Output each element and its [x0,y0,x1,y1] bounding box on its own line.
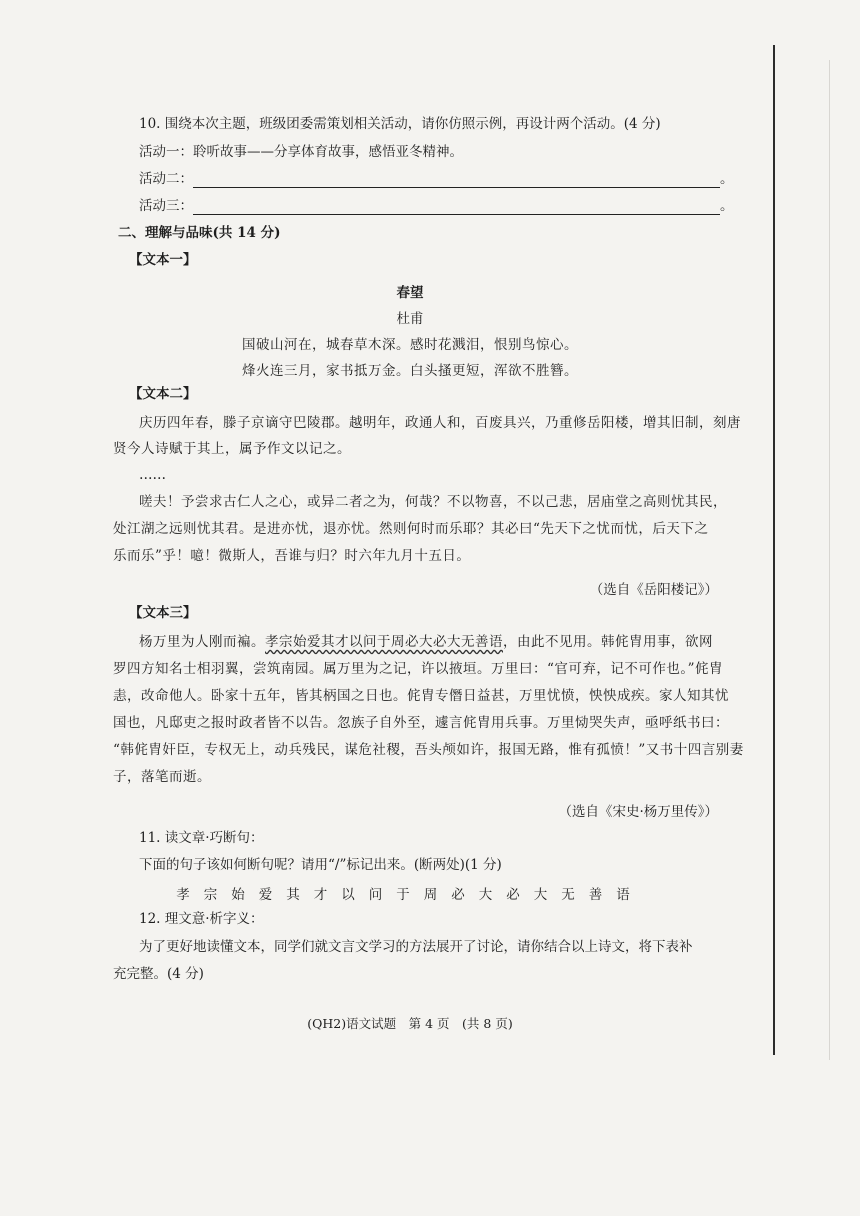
margin-line [773,45,775,1055]
text3-line3: 恚，改命他人。卧家十五年，皆其柄国之日也。侂胄专僭日益甚，万里忧愤，怏怏成疾。家人知其忧 [113,688,729,704]
text3-line1 [139,633,713,651]
q10-title: 10. 围绕本次主题，班级团委需策划相关活动，请你仿照示例，再设计两个活动。(4 分) [139,116,661,132]
q12-line2: 充完整。(4 分) [113,966,204,982]
activity3-blank[interactable] [193,200,720,215]
q11-instruction: 下面的句子该如何断句呢？请用“/”标记出来。(断两处)(1 分) [139,857,502,873]
q12-line1: 为了更好地读懂文本，同学们就文言文学习的方法展开了讨论，请你结合以上诗文，将下表补 [139,939,693,955]
section2-heading: 二、理解与品味(共 14 分) [118,225,281,241]
text2-source: （选自《岳阳楼记》） [589,582,718,598]
activity3-label: 活动三： [139,198,193,214]
text2-ellipsis: …… [139,467,166,483]
q10-activity1: 活动一：聆听故事——分享体育故事，感悟亚冬精神。 [139,144,463,160]
poem-line-2: 烽火连三月，家书抵万金。白头搔更短，浑欲不胜簪。 [242,363,578,379]
text2-p1-line1: 庆历四年春，滕子京谪守巴陵郡。越明年，政通人和，百废具兴，乃重修岳阳楼，增其旧制，刻唐 [139,415,741,431]
q10-activity3 [139,197,734,215]
text1-label: 【文本一】 [129,252,197,268]
text2-p1-line2: 贤今人诗赋于其上，属予作文以记之。 [113,441,351,457]
activity3-end-mark: 。 [720,198,734,214]
page-footer: (QH2)语文试题 第 4 页 (共 8 页) [307,1016,513,1031]
poem-author: 杜甫 [396,311,424,327]
text3-line5: “韩侂胄奸臣，专权无上，动兵残民，谋危社稷，吾头颅如许，报国无路，惟有孤愤！”又书十四言别妻 [113,742,744,758]
text3-source: （选自《宋史·杨万里传》） [558,804,718,820]
text3-line1-c: ，由此不见用。韩侂胄用事，欲网 [503,634,713,650]
faint-margin-line [829,60,830,1060]
poem-title: 春望 [396,285,424,301]
activity2-end-mark: 。 [720,171,734,187]
text2-p2-line3: 乐而乐”乎！噫！微斯人，吾谁与归？时六年九月十五日。 [113,548,471,564]
q10-activity2 [139,170,734,188]
activity2-label: 活动二： [139,171,193,187]
q11-title: 11. 读文章·巧断句： [139,830,264,846]
text2-p2-line2: 处江湖之远则忧其君。是进亦忧，退亦忧。然则何时而乐耶？其必曰“先天下之忧而忧，后天下之 [113,521,709,537]
activity2-blank[interactable] [193,173,720,188]
poem-line-1: 国破山河在，城春草木深。感时花溅泪，恨别鸟惊心。 [242,337,578,353]
text2-label: 【文本二】 [129,386,197,402]
text3-line6: 子，落笔而逝。 [113,769,211,785]
text3-label: 【文本三】 [129,605,197,621]
text3-line1-a: 杨万里为人刚而褊。 [139,634,265,650]
wavy-underlined-sentence: 孝宗始爱其才以问于周必大必大无善语 [265,634,503,650]
q11-sentence[interactable]: 孝宗始爱其才以问于周必大必大无善语 [176,887,644,903]
text3-line4: 国也，凡邸吏之报时政者皆不以告。忽族子自外至，遽言侂胄用兵事。万里恸哭失声，亟呼纸书曰： [113,715,729,731]
text2-p2-line1: 嗟夫！予尝求古仁人之心，或异二者之为，何哉？不以物喜，不以己悲，居庙堂之高则忧其民， [139,494,727,510]
text3-line2: 罗四方知名士相羽翼，尝筑南园。属万里为之记，许以掖垣。万里曰：“官可弃，记不可作也。”侂胄 [113,661,724,677]
q12-title: 12. 理文意·析字义： [139,911,264,927]
